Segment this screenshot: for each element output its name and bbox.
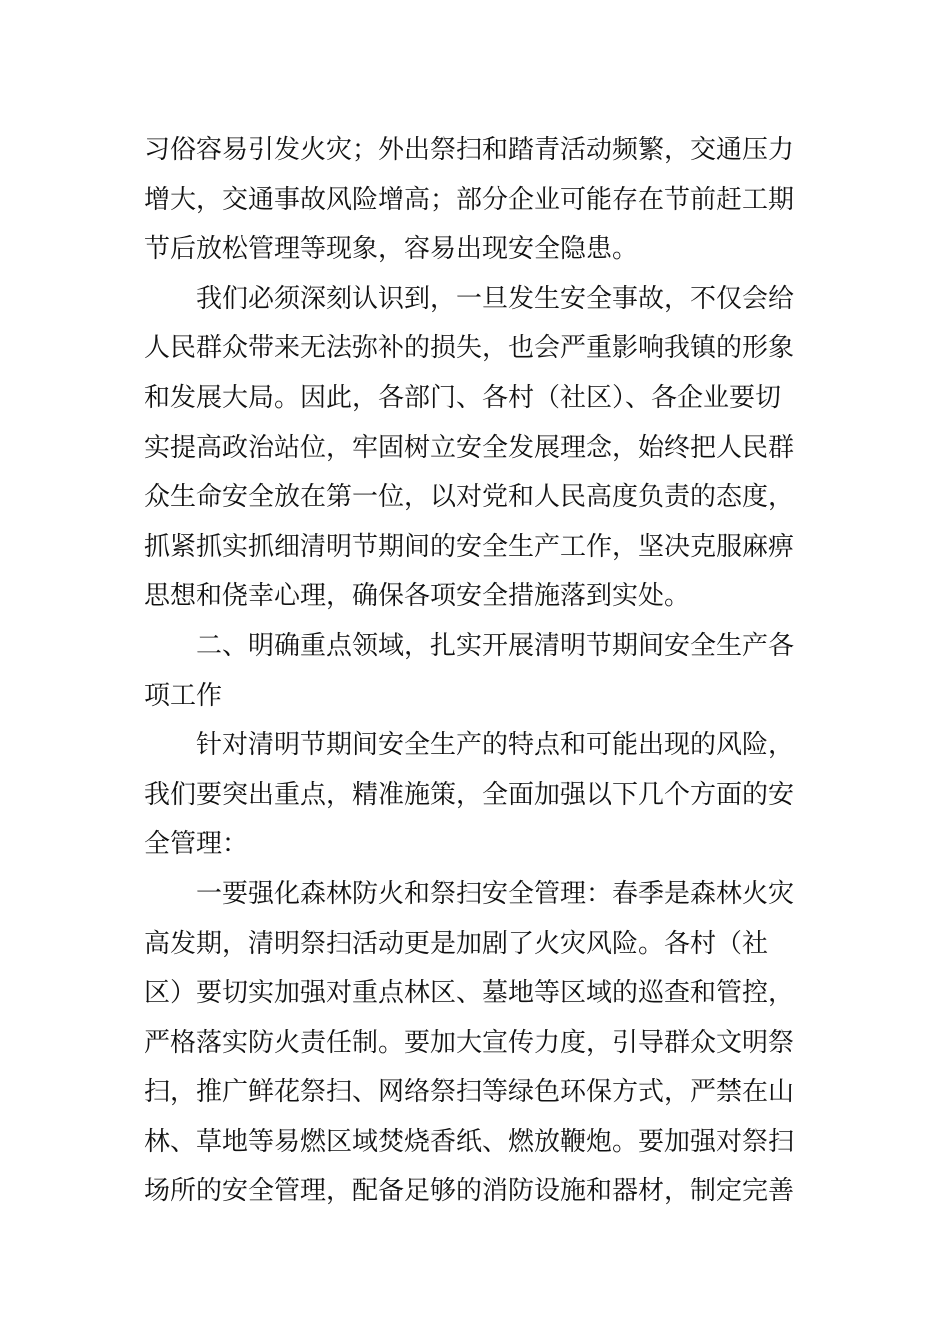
section-heading-line: 二、明确重点领域，扎实开展清明节期间安全生产各 <box>196 630 795 661</box>
text-line: 严格落实防火责任制。要加大宣传力度，引导群众文明祭 <box>144 1027 795 1058</box>
text-line: 场所的安全管理，配备足够的消防设施和器材，制定完善 <box>144 1176 795 1207</box>
text-line: 高发期，清明祭扫活动更是加剧了火灾风险。各村（社 <box>144 928 769 959</box>
text-line: 思想和侥幸心理，确保各项安全措施落到实处。 <box>144 581 691 612</box>
paragraph-start-line: 针对清明节期间安全生产的特点和可能出现的风险， <box>196 730 795 761</box>
text-line: 我们要突出重点，精准施策，全面加强以下几个方面的安 <box>144 779 795 810</box>
text-line: 人民群众带来无法弥补的损失，也会严重影响我镇的形象 <box>144 333 795 364</box>
text-line: 习俗容易引发火灾；外出祭扫和踏青活动频繁，交通压力 <box>144 135 795 165</box>
text-line: 区）要切实加强对重点林区、墓地等区域的巡查和管控， <box>144 978 795 1009</box>
text-line: 增大，交通事故风险增高；部分企业可能存在节前赶工期 <box>144 184 795 215</box>
document-body <box>144 126 808 1217</box>
text-line: 实提高政治站位，牢固树立安全发展理念，始终把人民群 <box>144 432 795 463</box>
paragraph-start-line: 我们必须深刻认识到，一旦发生安全事故，不仅会给 <box>196 283 795 314</box>
section-heading-line: 项工作 <box>144 680 223 711</box>
text-line: 众生命安全放在第一位，以对党和人民高度负责的态度， <box>144 482 795 513</box>
text-line: 林、草地等易燃区域焚烧香纸、燃放鞭炮。要加强对祭扫 <box>144 1126 795 1157</box>
text-line: 扫，推广鲜花祭扫、网络祭扫等绿色环保方式，严禁在山 <box>144 1077 795 1108</box>
text-line: 和发展大局。因此，各部门、各村（社区）、各企业要切 <box>144 382 782 413</box>
text-line: 全管理： <box>144 829 249 860</box>
text-line: 节后放松管理等现象，容易出现安全隐患。 <box>144 234 639 265</box>
paragraph-start-line: 一要强化森林防火和祭扫安全管理：春季是森林火灾 <box>196 878 795 909</box>
text-line: 抓紧抓实抓细清明节期间的安全生产工作，坚决克服麻痹 <box>144 531 795 562</box>
